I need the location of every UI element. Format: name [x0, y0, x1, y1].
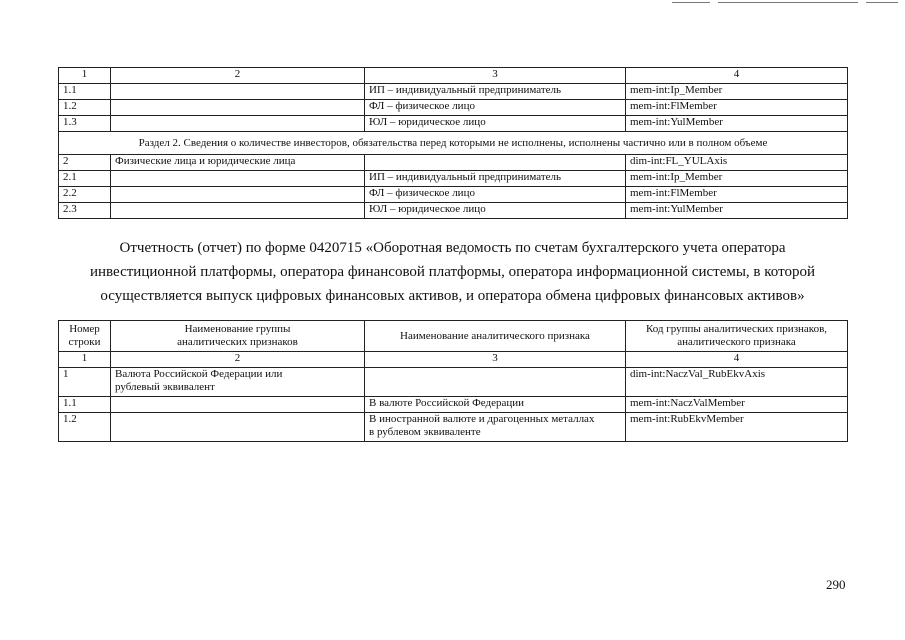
row-group	[111, 413, 365, 442]
row-group: Валюта Российской Федерации или рублевый эквивалент	[111, 368, 365, 397]
row-group	[111, 397, 365, 413]
row-number: 2.3	[59, 203, 111, 219]
header-code: Код группы аналитических признаков, аналитического признака	[626, 321, 848, 352]
table-row	[59, 187, 848, 203]
top-rule-1	[672, 2, 710, 3]
header-cell: 2	[111, 68, 365, 84]
row-group	[111, 84, 365, 100]
header-cell: 1	[59, 68, 111, 84]
row-feature: ФЛ – физическое лицо	[365, 187, 626, 203]
header-group-name: Наименование группы аналитических признаков	[111, 321, 365, 352]
report-title-line: Отчетность (отчет) по форме 0420715 «Оборотная ведомость по счетам бухгалтерского учета оператора	[119, 240, 786, 256]
row-number: 1.1	[59, 84, 111, 100]
table-row	[59, 100, 848, 116]
row-group: Физические лица и юридические лица	[111, 155, 365, 171]
row-feature: В валюте Российской Федерации	[365, 397, 626, 413]
header-feature-name: Наименование аналитического признака	[365, 321, 626, 352]
row-feature: ЮЛ – юридическое лицо	[365, 203, 626, 219]
table-row	[59, 155, 848, 171]
row-number: 1.1	[59, 397, 111, 413]
row-group	[111, 187, 365, 203]
table-row	[59, 203, 848, 219]
table-row	[59, 368, 848, 397]
table-header-row	[59, 321, 848, 352]
row-feature: ФЛ – физическое лицо	[365, 100, 626, 116]
row-feature: ИП – индивидуальный предприниматель	[365, 171, 626, 187]
page-number: 290	[826, 577, 846, 592]
row-group	[111, 100, 365, 116]
row-code: dim-int:NaczVal_RubEkvAxis	[626, 368, 848, 397]
row-group	[111, 116, 365, 132]
row-group	[111, 203, 365, 219]
row-code: mem-int:YulMember	[626, 116, 848, 132]
row-number: 2.1	[59, 171, 111, 187]
row-number: 1	[59, 368, 111, 397]
row-code: mem-int:RubEkvMember	[626, 413, 848, 442]
row-number: 1.2	[59, 413, 111, 442]
row-code: mem-int:FlMember	[626, 100, 848, 116]
index-cell: 2	[111, 352, 365, 368]
row-code: mem-int:FlMember	[626, 187, 848, 203]
header-cell: 3	[365, 68, 626, 84]
index-cell: 4	[626, 352, 848, 368]
row-feature	[365, 155, 626, 171]
table-row	[59, 171, 848, 187]
row-code: mem-int:Ip_Member	[626, 84, 848, 100]
table-row	[59, 84, 848, 100]
row-feature: ЮЛ – юридическое лицо	[365, 116, 626, 132]
header-cell: 4	[626, 68, 848, 84]
table-header-row	[59, 68, 848, 84]
index-cell: 3	[365, 352, 626, 368]
row-number: 2.2	[59, 187, 111, 203]
row-number: 2	[59, 155, 111, 171]
table-investors	[58, 67, 848, 219]
row-number: 1.2	[59, 100, 111, 116]
table-index-row	[59, 352, 848, 368]
top-rule-2	[718, 2, 858, 3]
report-title-line: осуществляется выпуск цифровых финансовых активов, и оператора обмена цифровых финансовых активов»	[100, 288, 805, 304]
section-row	[59, 132, 848, 155]
report-title	[60, 236, 845, 308]
top-rule-3	[866, 2, 898, 3]
row-code: mem-int:Ip_Member	[626, 171, 848, 187]
row-number: 1.3	[59, 116, 111, 132]
row-code: mem-int:YulMember	[626, 203, 848, 219]
table-row	[59, 116, 848, 132]
header-row-number: Номер строки	[59, 321, 111, 352]
row-feature	[365, 368, 626, 397]
row-feature: ИП – индивидуальный предприниматель	[365, 84, 626, 100]
table-currency	[58, 320, 848, 442]
row-code: dim-int:FL_YULAxis	[626, 155, 848, 171]
report-title-line: инвестиционной платформы, оператора финансовой платформы, оператора информационной системы, в которой	[90, 264, 815, 280]
row-group	[111, 171, 365, 187]
row-feature: В иностранной валюте и драгоценных металлах в рублевом эквиваленте	[365, 413, 626, 442]
section-2-title: Раздел 2. Сведения о количестве инвесторов, обязательства перед которыми не исполнены, исполнены частично или в полном объеме	[59, 132, 848, 155]
index-cell: 1	[59, 352, 111, 368]
table-row	[59, 397, 848, 413]
row-code: mem-int:NaczValMember	[626, 397, 848, 413]
table-row	[59, 413, 848, 442]
